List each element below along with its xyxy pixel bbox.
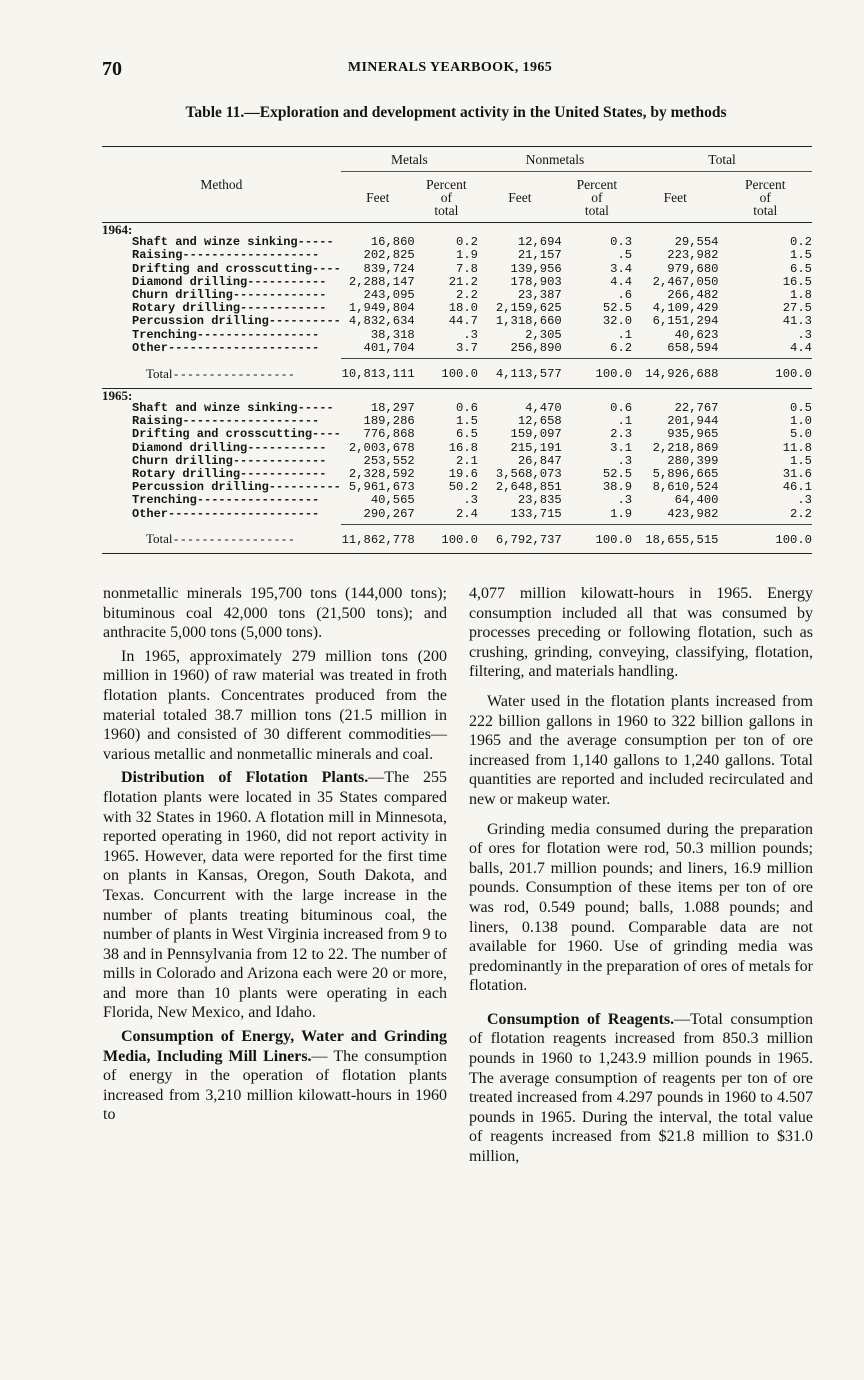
nonmetals-percent-cell: 3.1 <box>610 440 633 455</box>
paragraph <box>469 692 813 810</box>
nonmetals-feet-header: Feet <box>508 189 532 205</box>
total-feet-cell: 40,623 <box>674 327 719 342</box>
nonmetals-feet-cell: 23,835 <box>517 493 562 508</box>
metals-feet-cell: 776,868 <box>363 427 415 442</box>
total-feet-cell: 22,767 <box>674 400 719 415</box>
percent-line: Percent <box>576 176 618 192</box>
total-feet-header: Feet <box>663 189 687 205</box>
method-name: Other <box>132 341 169 356</box>
total-label-cell <box>102 524 341 554</box>
total-label-cell <box>102 359 341 389</box>
method-cell <box>102 329 341 342</box>
method-name: Rotary drilling <box>132 466 241 481</box>
total-label: Total <box>146 365 173 381</box>
total-nonmetals-feet-cell: 6,792,737 <box>478 524 562 554</box>
leader-dots: ------------------- <box>182 414 320 429</box>
nonmetals-percent-cell: .1 <box>617 414 633 429</box>
metals-percent-cell: 6.5 <box>456 427 478 442</box>
total-nonmetals-feet-cell: 4,113,577 <box>478 359 562 389</box>
metals-percent-cell: 7.8 <box>456 261 478 276</box>
nonmetals-feet-cell: 256,890 <box>510 340 562 355</box>
nonmetals-percent-cell: .3 <box>617 493 633 508</box>
nonmetals-group-header: Nonmetals <box>478 147 632 172</box>
paragraph-text: In 1965, approximately 279 million tons (200 million in 1960) of raw material was treated in froth flotation plants. Concentrates produced from the material totaled 38.7 million tons (21.5 million in 1960) and consisted of 30 different commodities—various metallic and nonmetallic minerals and coal. <box>103 647 447 763</box>
paragraph <box>103 647 447 765</box>
method-name: Drifting and crosscutting <box>132 427 313 442</box>
leader-dots: --------------------- <box>168 341 320 356</box>
method-column-header: Method <box>102 147 341 223</box>
total-percent-cell: 1.5 <box>790 248 812 263</box>
leader-dots: ---------- <box>268 480 341 495</box>
paragraph <box>103 584 447 643</box>
table-body <box>102 223 812 554</box>
total-total-percent-cell: 100.0 <box>718 524 812 554</box>
total-percent-cell: 1.0 <box>790 414 812 429</box>
nonmetals-feet-cell: 215,191 <box>510 440 562 455</box>
metals-feet-cell: 4,832,634 <box>348 314 415 329</box>
metals-percent-cell: 3.7 <box>456 340 478 355</box>
nonmetals-percent-cell: 2.3 <box>610 427 633 442</box>
table-row <box>102 342 812 359</box>
method-cell <box>102 342 341 359</box>
nonmetals-feet-cell: 12,658 <box>517 414 562 429</box>
leader-dots: ----- <box>297 400 334 415</box>
nonmetals-feet-cell: 4,470 <box>525 400 562 415</box>
paragraph-text: Water used in the flotation plants increased from 222 billion gallons in 1960 to 322 billion gallons in 1965 and the average consumption per ton of ore increased from 1,140 gallons to 1,240 gallons. Total quantities are reported and included recirculated and new or makeup water. <box>469 692 813 808</box>
metals-percent-cell: 2.2 <box>456 288 478 303</box>
nonmetals-percent-cell: 0.3 <box>610 235 633 250</box>
total-percent-cell: .3 <box>797 327 812 342</box>
nonmetals-percent-header <box>562 172 632 223</box>
total-feet-cell: 223,982 <box>667 248 719 263</box>
method-name: Percussion drilling <box>132 314 269 329</box>
total-feet-cell: 2,218,869 <box>652 440 719 455</box>
total-label: Total <box>146 531 173 547</box>
total-feet-cell: 658,594 <box>667 340 719 355</box>
leader-dots: ----------------- <box>196 327 320 342</box>
total-percent-cell: 11.8 <box>782 440 812 455</box>
metals-percent-cell: 2.1 <box>456 453 478 468</box>
metals-percent-header <box>415 172 478 223</box>
total-feet-cell: 280,399 <box>667 453 719 468</box>
leader-dots: ----------------- <box>172 367 295 382</box>
metals-percent-cell: 0.6 <box>456 400 478 415</box>
total-metals-percent-cell: 100.0 <box>415 524 478 554</box>
metals-feet-cell: 243,095 <box>363 288 415 303</box>
metals-group-header: Metals <box>341 147 478 172</box>
run-in-heading: Consumption of Reagents. <box>487 1010 675 1028</box>
paragraph-text: nonmetallic minerals 195,700 tons (144,000 tons); bituminous coal 42,000 tons (21,500 tons); and anthracite 5,000 tons (5,000 tons). <box>103 585 447 642</box>
metals-feet-cell: 1,949,804 <box>348 301 415 316</box>
method-name: Raising <box>132 248 183 263</box>
leader-dots: ----------- <box>247 440 327 455</box>
nonmetals-feet-cell: 26,847 <box>517 453 562 468</box>
total-percent-cell: 4.4 <box>790 340 812 355</box>
metals-percent-cell: .3 <box>463 493 478 508</box>
total-total-percent-cell: 100.0 <box>718 359 812 389</box>
total-percent-cell: 0.2 <box>790 235 812 250</box>
total-feet-cell: 29,554 <box>674 235 719 250</box>
paragraph-text: —The 255 flotation plants were located in 35 States compared with 32 States in 1960. A flotation mill in Minnesota, reported operating in 1960, did not report activity in 1965. However, data were reported for the first time on plants in Kansas, Oregon, South Dakota, and Texas. Concurrent with the large increase in the number of plants treating bituminous coal, the number of plants in West Virginia increased from 9 to 38 and in Pennsylvania from 12 to 22. The number of mills in Colorado and Arizona each were 20 or more, and more than 10 plants were operating in each Florida, New Mexico, and Idaho. <box>103 769 448 1022</box>
total-nonmetals-percent-cell: 100.0 <box>562 359 632 389</box>
table-row <box>102 508 812 525</box>
total-percent-cell: 27.5 <box>782 301 812 316</box>
nonmetals-feet-cell: 12,694 <box>517 235 562 250</box>
metals-percent-cell: 2.4 <box>456 506 478 521</box>
nonmetals-percent-cell: 52.5 <box>602 466 633 481</box>
exploration-table <box>102 146 812 554</box>
nonmetals-percent-cell: .6 <box>617 288 633 303</box>
year-row <box>102 388 812 402</box>
paragraph <box>469 584 813 682</box>
total-metals-feet-cell: 10,813,111 <box>341 359 415 389</box>
total-feet-cell: 266,482 <box>667 288 719 303</box>
method-name: Trenching <box>132 493 197 508</box>
method-name: Shaft and winze sinking <box>132 235 298 250</box>
metals-feet-cell: 38,318 <box>370 327 415 342</box>
nonmetals-feet-cell: 139,956 <box>510 261 562 276</box>
metals-percent-cell: .3 <box>463 327 478 342</box>
percent-line: Percent <box>426 176 467 192</box>
metals-percent-cell: 1.9 <box>456 248 478 263</box>
metals-percent-cell: 44.7 <box>448 314 478 329</box>
paragraph <box>103 1027 447 1125</box>
run-in-heading: Consumption of Energy, Water and Grinding Media, Including Mill Liners. <box>103 1028 447 1065</box>
metals-feet-cell: 839,724 <box>363 261 415 276</box>
paragraph <box>103 768 447 1023</box>
metals-feet-cell: 40,565 <box>370 493 415 508</box>
metals-feet-cell: 2,003,678 <box>348 440 415 455</box>
metals-percent-cell: 1.5 <box>456 414 478 429</box>
nonmetals-feet-cell: 133,715 <box>510 506 562 521</box>
total-feet-cell: 4,109,429 <box>652 301 719 316</box>
total-percent-cell: 0.5 <box>790 400 812 415</box>
total-percent-cell: 1.5 <box>790 453 812 468</box>
nonmetals-percent-cell: 38.9 <box>602 480 633 495</box>
leader-dots: ------------- <box>232 288 327 303</box>
page-header <box>0 58 864 82</box>
metals-percent-cell: 16.8 <box>448 440 478 455</box>
year-label: 1964: <box>102 222 133 237</box>
paragraph-text: — The consumption of energy in the operation of flotation plants increased from 3,210 million kilowatt-hours in 1960 to <box>103 1047 447 1124</box>
nonmetals-percent-cell: 32.0 <box>602 314 633 329</box>
nonmetals-feet-cell: 178,903 <box>510 274 562 289</box>
nonmetals-percent-cell: 6.2 <box>610 340 633 355</box>
leader-dots: ------------ <box>240 466 327 481</box>
paragraph <box>469 820 813 996</box>
total-feet-cell: 423,982 <box>667 506 719 521</box>
leader-dots: ----------------- <box>196 493 320 508</box>
leader-dots: ---- <box>312 427 341 442</box>
metals-feet-header: Feet <box>366 189 390 205</box>
paragraph-text: —Total consumption of flotation reagents increased from 850.3 million pounds in 1960 to 1,243.9 million pounds in 1965. The average consumption of reagents per ton of ore treated increased from 4.297 pounds in 1960 to 4.507 pounds in 1965. During the interval, the total value of reagents increased from $21.8 million to $31.0 million, <box>469 1010 814 1166</box>
metals-percent-cell: 19.6 <box>448 466 478 481</box>
leader-dots: ----- <box>297 235 334 250</box>
metals-percent-cell: 0.2 <box>456 235 478 250</box>
total-nonmetals-percent-cell: 100.0 <box>562 524 632 554</box>
nonmetals-percent-cell: 52.5 <box>602 301 633 316</box>
text-column-left <box>103 584 447 1125</box>
nonmetals-percent-cell: .3 <box>617 453 633 468</box>
leader-dots: ----------------- <box>172 533 295 548</box>
paragraph-text: 4,077 million kilowatt-hours in 1965. Energy consumption included all that was consumed by processes preceding or following flotation, such as crushing, grinding, conveying, classifying, flotation, filtering, and materials handling. <box>469 585 813 681</box>
total-total-feet-cell: 18,655,515 <box>632 524 718 554</box>
run-in-heading: Distribution of Flotation Plants. <box>121 769 369 787</box>
total-total-feet-cell: 14,926,688 <box>632 359 718 389</box>
nonmetals-feet-cell: 159,097 <box>510 427 562 442</box>
metals-percent-cell: 18.0 <box>448 301 478 316</box>
percent-line: total <box>584 202 609 218</box>
method-cell <box>102 508 341 525</box>
total-row <box>102 524 812 554</box>
method-name: Percussion drilling <box>132 480 269 495</box>
leader-dots: ---------- <box>268 314 341 329</box>
total-percent-cell: 6.5 <box>790 261 812 276</box>
table-title: Table 11.—Exploration and development activity in the United States, by methods <box>185 104 727 121</box>
nonmetals-feet-cell: 2,305 <box>525 327 562 342</box>
metals-feet-cell: 202,825 <box>363 248 415 263</box>
nonmetals-feet-cell: 3,568,073 <box>495 466 562 481</box>
method-name: Other <box>132 506 169 521</box>
total-feet-cell: 8,610,524 <box>652 480 719 495</box>
nonmetals-feet-cell: 1,318,660 <box>495 314 562 329</box>
method-name: Raising <box>132 414 183 429</box>
metals-feet-cell: 2,328,592 <box>348 466 415 481</box>
leader-dots: ------------ <box>240 301 327 316</box>
metals-feet-cell: 189,286 <box>363 414 415 429</box>
percent-line: total <box>753 202 778 218</box>
table-row <box>102 329 812 342</box>
total-percent-cell: 5.0 <box>790 427 812 442</box>
total-percent-cell: 2.2 <box>790 506 812 521</box>
method-name: Churn drilling <box>132 453 233 468</box>
metals-feet-cell: 16,860 <box>370 235 415 250</box>
leader-dots: ----------- <box>247 274 327 289</box>
metals-percent-cell: 50.2 <box>448 480 478 495</box>
percent-line: total <box>434 202 459 218</box>
leader-dots: ------------- <box>232 453 327 468</box>
percent-line: of <box>759 189 771 205</box>
nonmetals-percent-cell: 4.4 <box>610 274 633 289</box>
method-name: Churn drilling <box>132 288 233 303</box>
metals-feet-cell: 18,297 <box>370 400 415 415</box>
percent-line: of <box>440 189 452 205</box>
total-percent-cell: 1.8 <box>790 288 812 303</box>
metals-feet-cell: 253,552 <box>363 453 415 468</box>
total-group-header: Total <box>632 147 812 172</box>
page-number: 70 <box>102 58 122 80</box>
total-feet-cell: 6,151,294 <box>652 314 719 329</box>
percent-line: of <box>591 189 603 205</box>
leader-dots: ---- <box>312 261 341 276</box>
total-feet-cell: 979,680 <box>667 261 719 276</box>
running-head: MINERALS YEARBOOK, 1965 <box>347 60 553 75</box>
method-name: Shaft and winze sinking <box>132 400 298 415</box>
method-name: Diamond drilling <box>132 440 248 455</box>
total-feet-cell: 2,467,050 <box>652 274 719 289</box>
total-percent-cell: 16.5 <box>782 274 812 289</box>
nonmetals-percent-cell: 0.6 <box>610 400 633 415</box>
total-metals-percent-cell: 100.0 <box>415 359 478 389</box>
nonmetals-feet-cell: 21,157 <box>517 248 562 263</box>
paragraph-text: Grinding media consumed during the preparation of ores for flotation were rod, 50.3 million pounds; balls, 201.7 million pounds; and liners, 16.9 million pounds. Consumption of these items per ton of ore was rod, 0.549 pound; balls, 1.088 pounds; and liners, 0.138 pound. Comparable data are not available for 1960. Use of grinding media was predominantly in the preparation of ores of metals for flotation. <box>469 820 813 995</box>
metals-feet-cell: 401,704 <box>363 340 415 355</box>
text-column-right <box>469 584 813 1167</box>
leader-dots: --------------------- <box>168 506 320 521</box>
nonmetals-percent-cell: 1.9 <box>610 506 633 521</box>
paragraph <box>469 1010 813 1167</box>
method-cell <box>102 494 341 507</box>
total-percent-header <box>718 172 812 223</box>
total-feet-cell: 935,965 <box>667 427 719 442</box>
year-row <box>102 223 812 237</box>
metals-percent-cell: 21.2 <box>448 274 478 289</box>
year-label: 1965: <box>102 387 133 403</box>
total-feet-cell: 201,944 <box>667 414 719 429</box>
nonmetals-percent-cell: .5 <box>617 248 633 263</box>
percent-line: Percent <box>744 176 786 192</box>
nonmetals-feet-cell: 23,387 <box>517 288 562 303</box>
method-name: Drifting and crosscutting <box>132 261 313 276</box>
nonmetals-percent-cell: .1 <box>617 327 633 342</box>
nonmetals-feet-cell: 2,648,851 <box>495 480 562 495</box>
method-name: Diamond drilling <box>132 274 248 289</box>
method-name: Rotary drilling <box>132 301 241 316</box>
leader-dots: ------------------- <box>182 248 320 263</box>
table-row <box>102 494 812 507</box>
nonmetals-feet-cell: 2,159,625 <box>495 301 562 316</box>
method-name: Trenching <box>132 327 197 342</box>
total-metals-feet-cell: 11,862,778 <box>341 524 415 554</box>
metals-feet-cell: 290,267 <box>363 506 415 521</box>
total-feet-cell: 5,896,665 <box>652 466 719 481</box>
total-percent-cell: .3 <box>797 493 812 508</box>
total-feet-cell: 64,400 <box>674 493 719 508</box>
metals-feet-cell: 5,961,673 <box>348 480 415 495</box>
metals-feet-cell: 2,288,147 <box>348 274 415 289</box>
total-percent-cell: 31.6 <box>782 466 812 481</box>
total-row <box>102 359 812 389</box>
total-percent-cell: 41.3 <box>782 314 812 329</box>
total-percent-cell: 46.1 <box>782 480 812 495</box>
nonmetals-percent-cell: 3.4 <box>610 261 633 276</box>
